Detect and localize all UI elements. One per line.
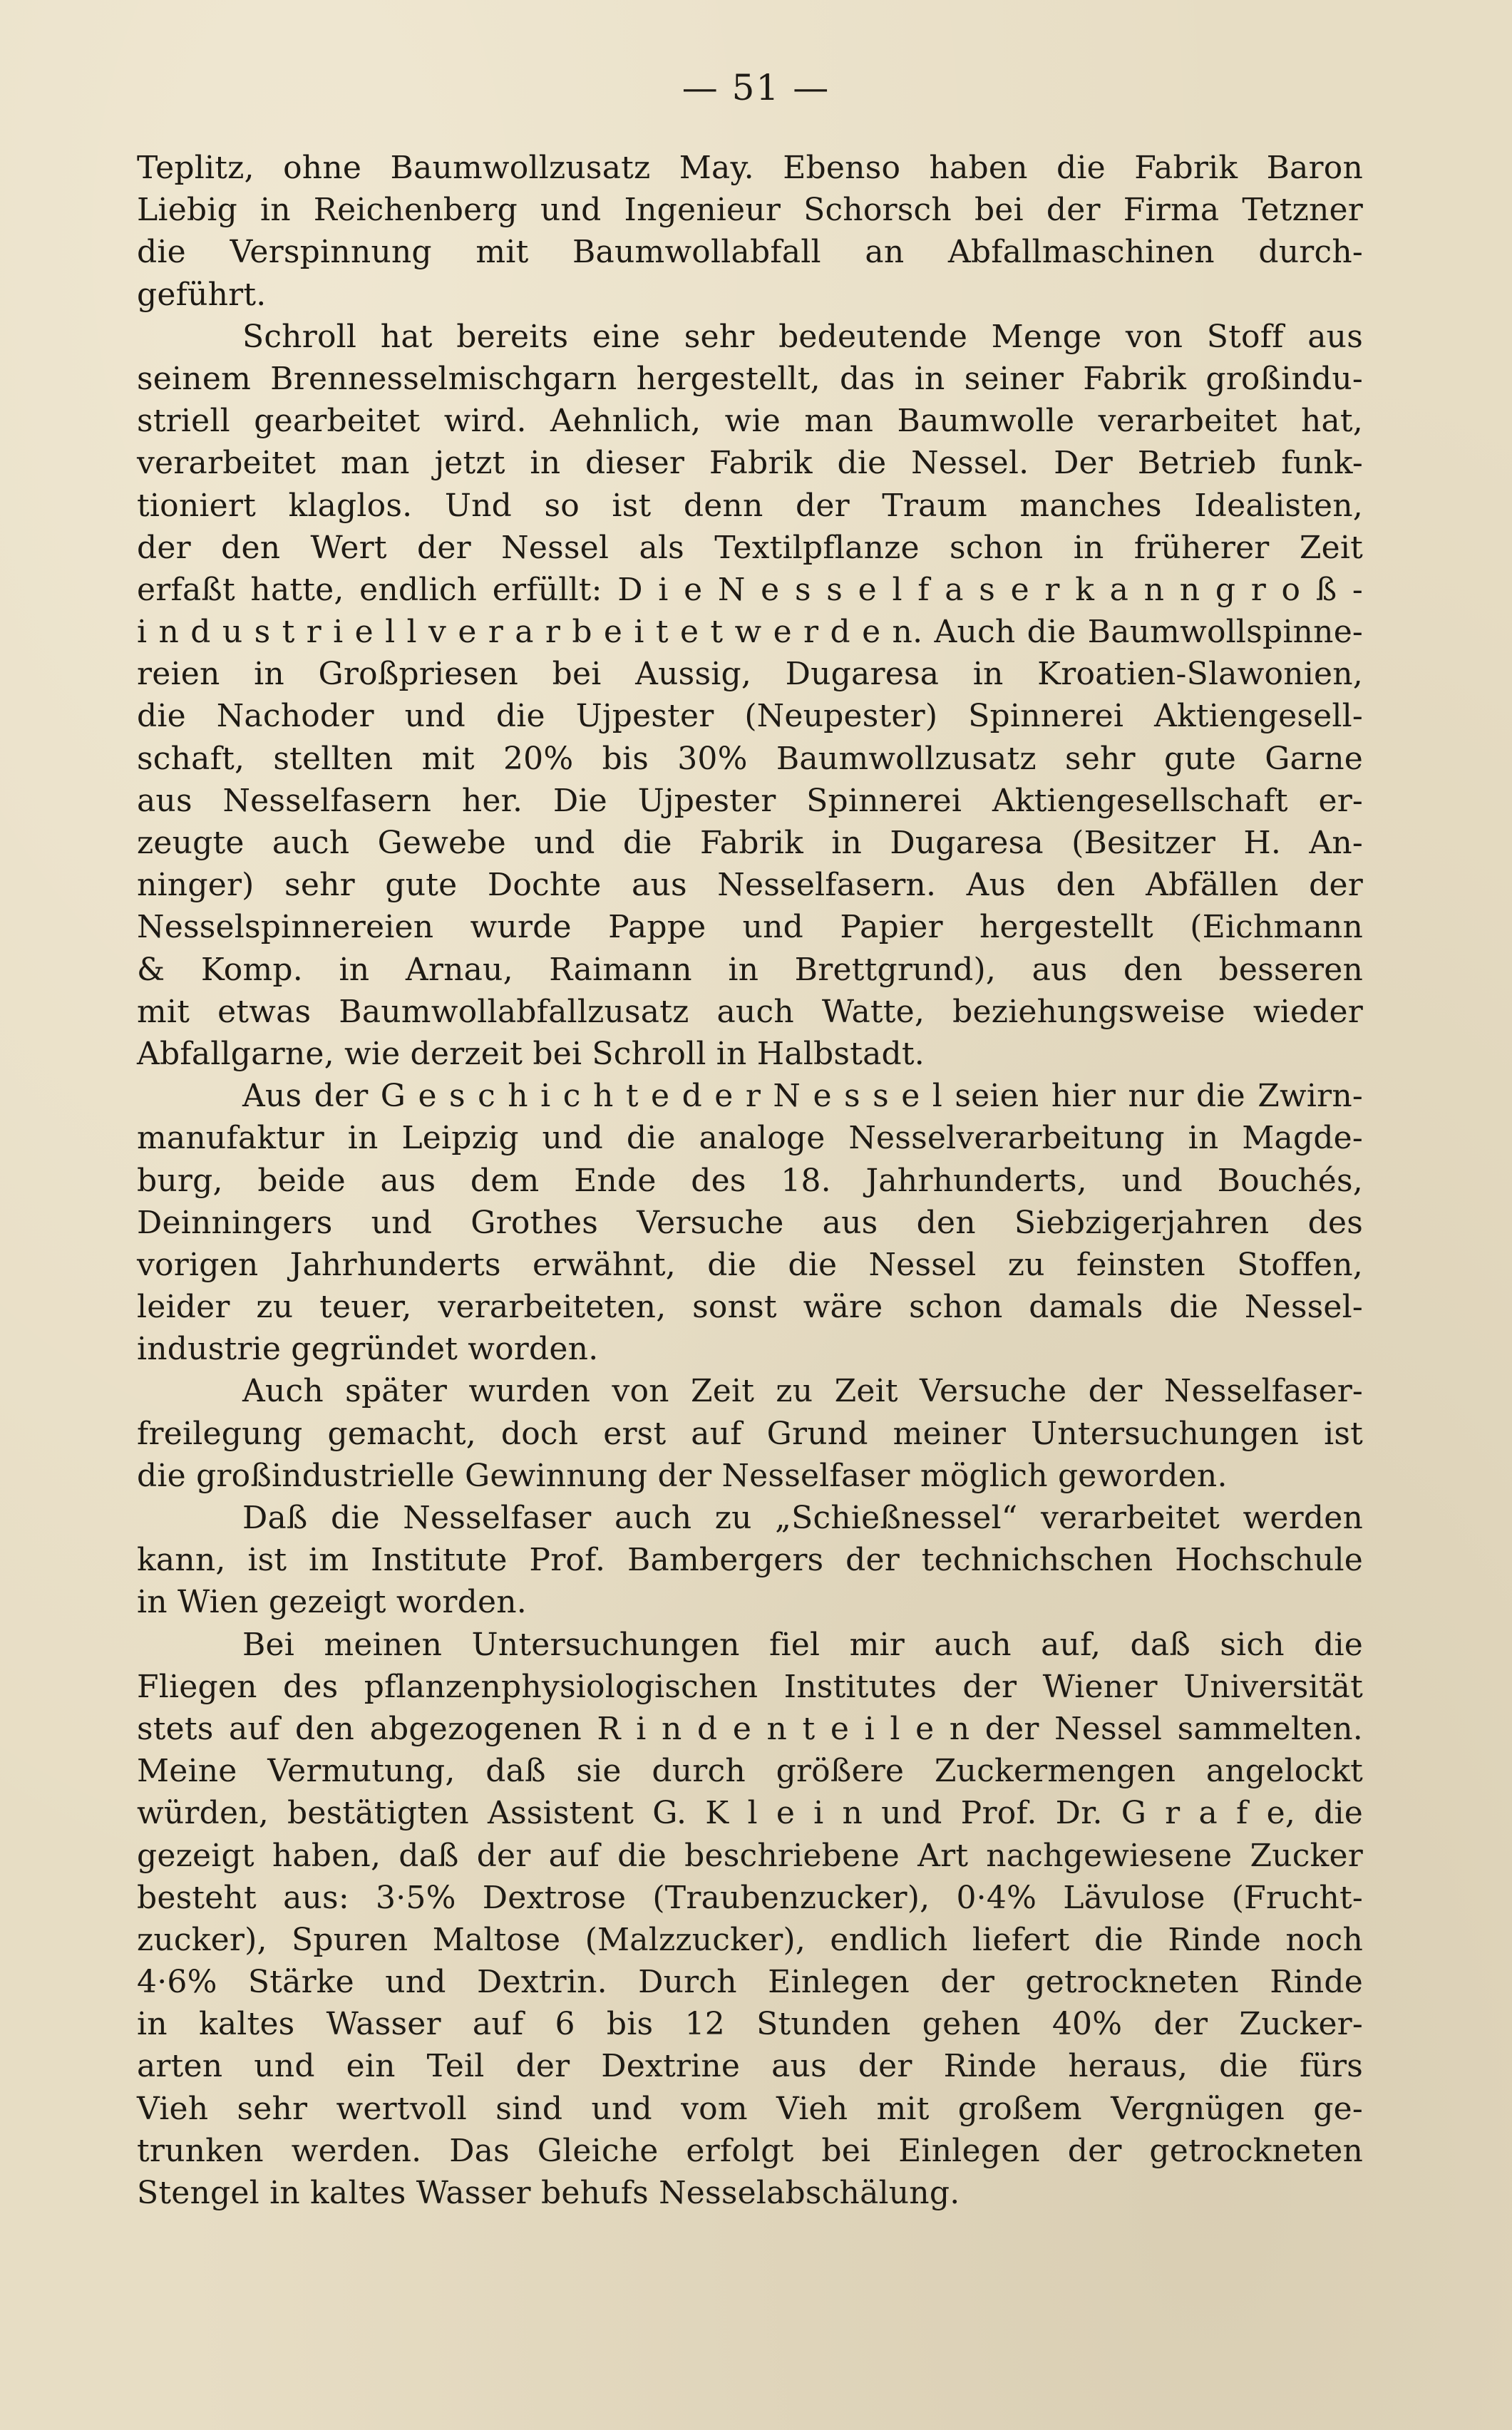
text-line: tioniert klaglos. Und so ist denn der Traum manches Idealisten, (137, 487, 1363, 524)
text-line: die Verspinnung mit Baumwollabfall an Abfallmaschinen durch- (137, 234, 1363, 271)
text-line: gezeigt haben, daß der auf die beschriebene Art nachgewiesene Zucker (137, 1837, 1363, 1874)
text-line: Schroll hat bereits eine sehr bedeutende Menge von Stoff aus (242, 318, 1363, 355)
text-line: die großindustrielle Gewinnung der Nesselfaser möglich geworden. (137, 1457, 1228, 1494)
text-line: reien in Großpriesen bei Aussig, Dugaresa in Kroatien-Slawonien, (137, 656, 1363, 693)
text-line: freilegung gemacht, doch erst auf Grund meiner Untersuchungen ist (137, 1415, 1363, 1452)
page-number: — 51 — (682, 67, 830, 108)
text-line: Meine Vermutung, daß sie durch größere Zuckermengen angelockt (137, 1753, 1363, 1790)
text-line: Aus der G e s c h i c h t e d e r N e s s e l seien hier nur die Zwirn- (242, 1078, 1363, 1115)
text-line: Auch später wurden von Zeit zu Zeit Versuche der Nesselfaser- (242, 1373, 1363, 1410)
text-line: Daß die Nesselfaser auch zu „Schießnessel“ verarbeitet werden (242, 1500, 1363, 1536)
text-line: trunken werden. Das Gleiche erfolgt bei Einlegen der getrockneten (137, 2132, 1363, 2169)
text-line: mit etwas Baumwollabfallzusatz auch Watte, beziehungsweise wieder (137, 993, 1363, 1030)
text-line: Teplitz, ohne Baumwollzusatz May. Ebenso haben die Fabrik Baron (137, 150, 1363, 186)
text-line: Deinningers und Grothes Versuche aus den Siebzigerjahren des (137, 1204, 1363, 1241)
text-line: verarbeitet man jetzt in dieser Fabrik die Nessel. Der Betrieb funk- (137, 445, 1363, 482)
text-line: leider zu teuer, verarbeiteten, sonst wäre schon damals die Nessel- (137, 1289, 1363, 1326)
body-text (137, 147, 1363, 2214)
text-line: aus Nesselfasern her. Die Ujpester Spinnerei Aktiengesellschaft er- (137, 782, 1363, 819)
text-line: zeugte auch Gewebe und die Fabrik in Dugaresa (Besitzer H. An- (137, 825, 1363, 861)
text-line: ninger) sehr gute Dochte aus Nesselfasern. Aus den Abfällen der (137, 867, 1363, 904)
text-line: manufaktur in Leipzig und die analoge Nesselverarbeitung in Magde- (137, 1120, 1363, 1157)
text-line: Liebig in Reichenberg und Ingenieur Schorsch bei der Firma Tetzner (137, 192, 1363, 229)
text-line: stets auf den abgezogenen R i n d e n t e i l e n der Nessel sammelten. (137, 1710, 1363, 1747)
text-line: Fliegen des pflanzenphysiologischen Institutes der Wiener Universität (137, 1668, 1363, 1705)
text-line: geführt. (137, 276, 267, 313)
text-line: zucker), Spuren Maltose (Malzzucker), endlich liefert die Rinde noch (137, 1921, 1363, 1958)
text-line: 4·6% Stärke und Dextrin. Durch Einlegen der getrockneten Rinde (137, 1964, 1363, 2001)
text-line: burg, beide aus dem Ende des 18. Jahrhunderts, und Bouchés, (137, 1162, 1363, 1199)
text-line: seinem Brennesselmischgarn hergestellt, das in seiner Fabrik großindu- (137, 360, 1363, 397)
text-line: Stengel in kaltes Wasser behufs Nesselabschälung. (137, 2175, 960, 2211)
text-line: die Nachoder und die Ujpester (Neupester) Spinnerei Aktiengesell- (137, 698, 1363, 735)
text-line: vorigen Jahrhunderts erwähnt, die die Nessel zu feinsten Stoffen, (137, 1246, 1363, 1283)
text-line: schaft, stellten mit 20% bis 30% Baumwollzusatz sehr gute Garne (137, 740, 1363, 777)
text-line: Abfallgarne, wie derzeit bei Schroll in Halbstadt. (137, 1035, 925, 1072)
text-line: kann, ist im Institute Prof. Bambergers der technichschen Hochschule (137, 1542, 1363, 1579)
text-line: Nesselspinnereien wurde Pappe und Papier hergestellt (Eichmann (137, 909, 1363, 946)
text-line: striell gearbeitet wird. Aehnlich, wie man Baumwolle verarbeitet hat, (137, 403, 1363, 440)
text-line: arten und ein Teil der Dextrine aus der Rinde heraus, die fürs (137, 2048, 1363, 2085)
text-line: erfaßt hatte, endlich erfüllt: D i e N e s s e l f a s e r k a n n g r o ß - (137, 571, 1363, 608)
text-line: in Wien gezeigt worden. (137, 1584, 527, 1621)
text-line: besteht aus: 3·5% Dextrose (Traubenzucker), 0·4% Lävulose (Frucht- (137, 1879, 1363, 1916)
text-line: industrie gegründet worden. (137, 1331, 599, 1368)
text-line: der den Wert der Nessel als Textilpflanze schon in früherer Zeit (137, 529, 1363, 566)
text-line: in kaltes Wasser auf 6 bis 12 Stunden gehen 40% der Zucker- (137, 2006, 1363, 2043)
text-line: & Komp. in Arnau, Raimann in Brettgrund), aus den besseren (137, 951, 1363, 988)
text-line: Vieh sehr wertvoll sind und vom Vieh mit großem Vergnügen ge- (137, 2090, 1363, 2127)
text-line: würden, bestätigten Assistent G. K l e i n und Prof. Dr. G r a f e, die (137, 1795, 1363, 1832)
text-line: i n d u s t r i e l l v e r a r b e i t e t w e r d e n. Auch die Baumwollspinne- (137, 614, 1363, 651)
text-line: Bei meinen Untersuchungen fiel mir auch auf, daß sich die (242, 1626, 1363, 1663)
